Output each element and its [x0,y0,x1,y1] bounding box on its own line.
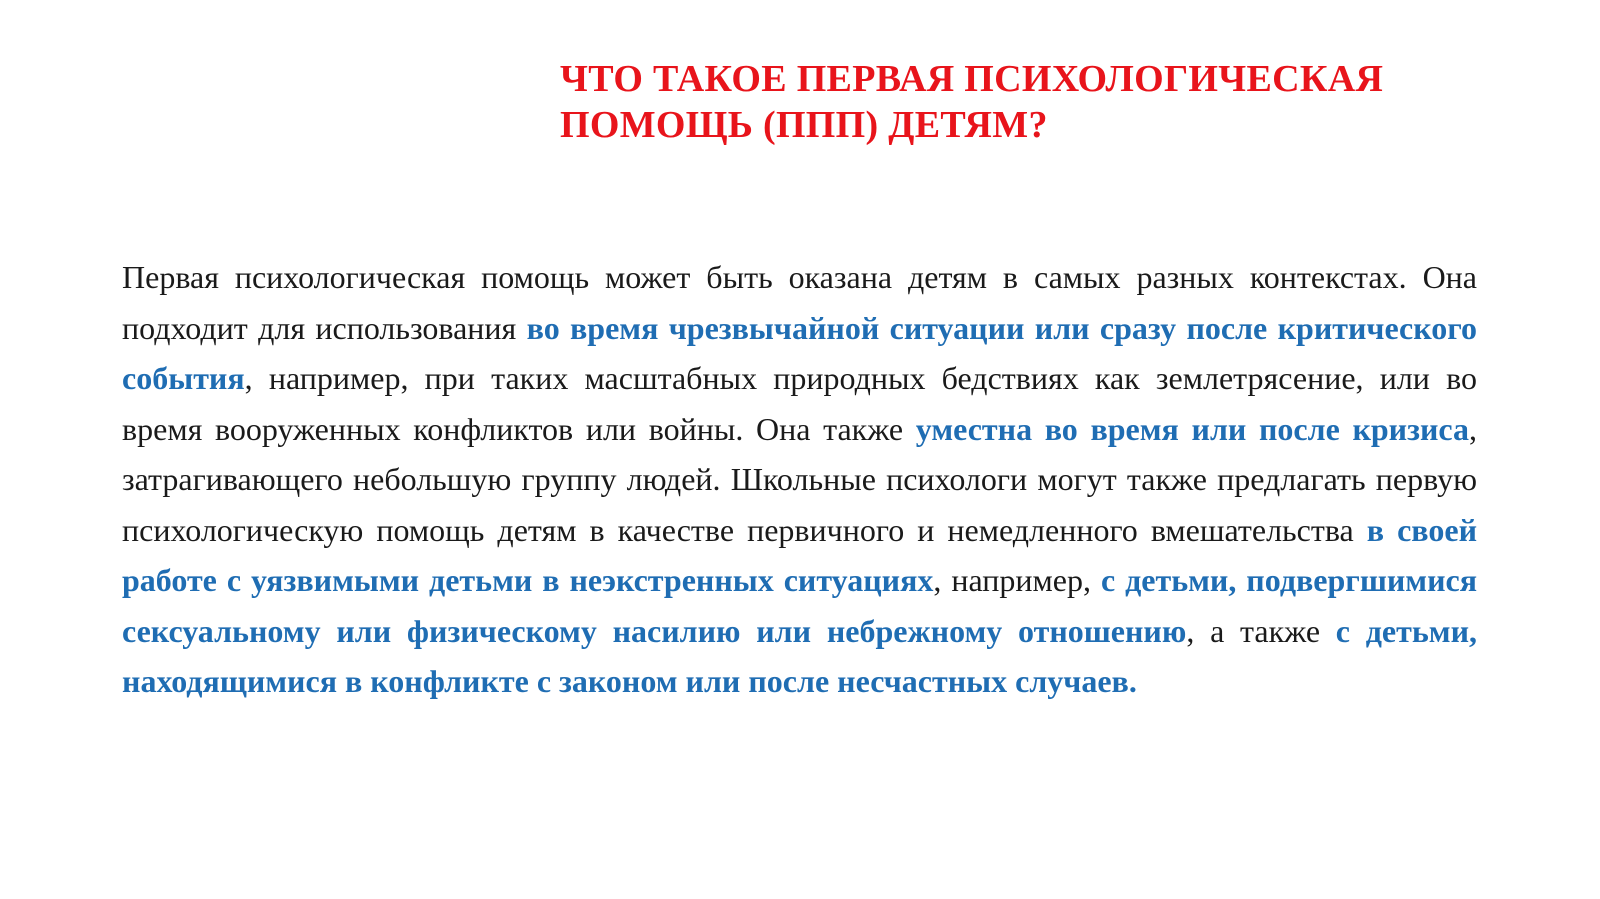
text-segment: , а также [1186,612,1336,649]
highlight-emergency: во время чрезвычайной ситуации или сразу после критического события [122,309,1478,396]
slide-title-line-2: ПОМОЩЬ (ППП) ДЕТЯМ? [560,104,1048,146]
text-segment: , затрагивающего небольшую группу людей. Школьные психологи могут также предлагать первую психологическую помощь детям в качестве первичного и немедленного вмешательства [122,410,1477,548]
highlight-crisis: уместна во время или после кризиса [915,410,1469,447]
text-segment: , например, [933,562,1101,598]
slide-title [560,56,1560,148]
text-segment: Первая психологическая помощь может быть оказана детям в самых разных контекстах. Она подходит для использования [122,259,1477,346]
highlight-abuse: с детьми, подвергшимися сексуальному или физическому насилию или небрежному отношению [122,562,1478,649]
highlight-law-accidents: с детьми, находящимися в конфликте с законом или после несчастных случаев. [122,612,1478,699]
body-paragraph [122,252,1477,707]
highlight-vulnerable-children: в своей работе с уязвимыми детьми в неэкстренных ситуациях [122,511,1478,598]
text-segment: , например, при таких масштабных природных бедствиях как землетрясение, или во время вооруженных конфликтов или войны. Она также [122,360,1477,447]
slide-title-line-1: ЧТО ТАКОЕ ПЕРВАЯ ПСИХОЛОГИЧЕСКАЯ [560,58,1384,100]
